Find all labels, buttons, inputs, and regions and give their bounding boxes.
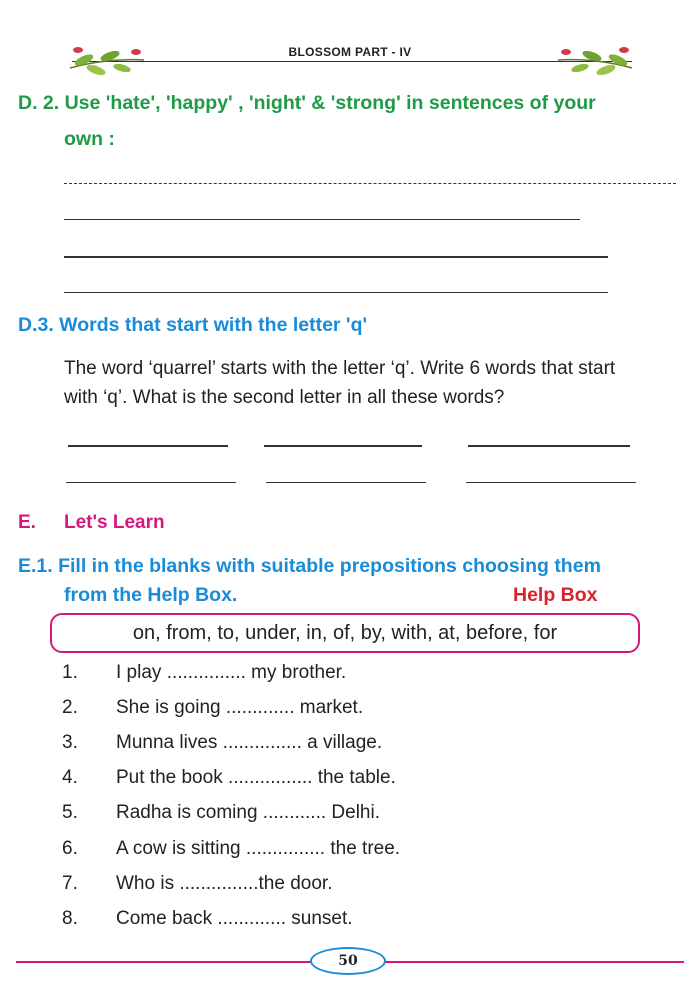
d3-instruction: The word ‘quarrel’ starts with the letter ‘q’. Write 6 words that start bbox=[64, 358, 616, 379]
help-box: on, from, to, under, in, of, by, with, at, before, for bbox=[50, 613, 640, 653]
d3-heading: D.3. Words that start with the letter 'q' bbox=[18, 314, 368, 336]
question-number: 4. bbox=[62, 767, 78, 788]
d2-heading: D. 2. Use 'hate', 'happy' , 'night' & 'strong' in sentences of your bbox=[18, 92, 596, 114]
answer-blank bbox=[68, 445, 228, 447]
e1-heading-continued: from the Help Box. bbox=[64, 584, 238, 606]
section-e-title: Let's Learn bbox=[64, 512, 165, 533]
question-number: 7. bbox=[62, 873, 78, 894]
question-number: 2. bbox=[62, 697, 78, 718]
list-item bbox=[62, 732, 382, 764]
question-text: Put the book ................ the table. bbox=[116, 767, 396, 788]
question-number: 3. bbox=[62, 732, 78, 753]
answer-blank bbox=[466, 482, 636, 483]
list-item bbox=[62, 697, 363, 729]
answer-line bbox=[64, 183, 676, 184]
question-number: 5. bbox=[62, 802, 78, 823]
answer-line bbox=[64, 219, 580, 220]
question-text: Who is ...............the door. bbox=[116, 873, 333, 894]
question-number: 1. bbox=[62, 662, 78, 683]
answer-line bbox=[64, 256, 608, 258]
question-text: She is going ............. market. bbox=[116, 697, 364, 718]
help-box-label: Help Box bbox=[513, 584, 598, 606]
question-text: Radha is coming ............ Delhi. bbox=[116, 802, 380, 823]
e1-heading: E.1. Fill in the blanks with suitable prepositions choosing them bbox=[18, 555, 601, 577]
header-rule bbox=[72, 61, 632, 62]
d2-heading-continued: own : bbox=[64, 128, 115, 150]
answer-blank bbox=[66, 482, 236, 483]
page-header: BLOSSOM PART - IV bbox=[0, 45, 700, 59]
list-item bbox=[62, 908, 353, 940]
question-number: 6. bbox=[62, 838, 78, 859]
answer-line bbox=[64, 292, 608, 293]
answer-blank bbox=[264, 445, 422, 447]
question-text: I play ............... my brother. bbox=[116, 662, 347, 683]
list-item bbox=[62, 662, 346, 694]
question-text: Come back ............. sunset. bbox=[116, 908, 353, 929]
section-e-label: E. bbox=[18, 512, 36, 533]
list-item bbox=[62, 767, 396, 799]
list-item bbox=[62, 873, 332, 905]
footer-rule bbox=[384, 961, 684, 963]
question-text: Munna lives ............... a village. bbox=[116, 732, 383, 753]
question-number: 8. bbox=[62, 908, 78, 929]
answer-blank bbox=[266, 482, 426, 483]
list-item bbox=[62, 838, 400, 870]
page-number: 50 bbox=[310, 947, 386, 975]
d3-instruction-continued: with ‘q’. What is the second letter in all these words? bbox=[64, 387, 505, 408]
footer-rule bbox=[16, 961, 312, 963]
answer-blank bbox=[468, 445, 630, 447]
question-text: A cow is sitting ............... the tree. bbox=[116, 838, 401, 859]
list-item bbox=[62, 802, 380, 834]
